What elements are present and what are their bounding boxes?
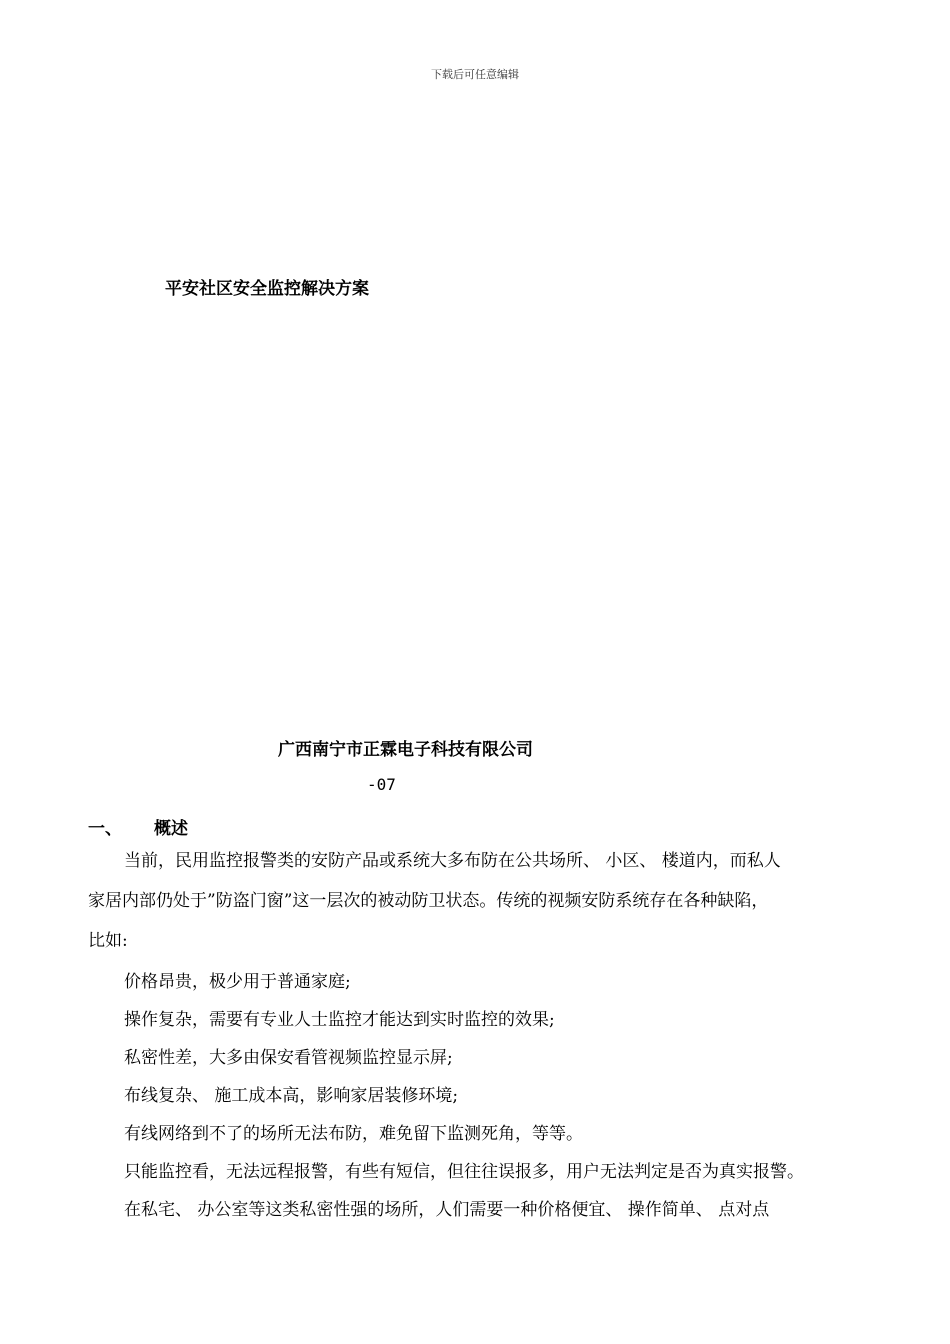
body-line: 当前，民用监控报警类的安防产品或系统大多布防在公共场所、 小区、 楼道内，而私人 xyxy=(124,851,781,871)
body-line: 家居内部仍处于”防盗门窗”这一层次的被动防卫状态。传统的视频安防系统存在各种缺陷， xyxy=(88,891,769,911)
document-date: -07 xyxy=(367,775,396,794)
list-item: 私密性差，大多由保安看管视频监控显示屏; xyxy=(124,1048,453,1068)
list-item: 操作复杂，需要有专业人士监控才能达到实时监控的效果; xyxy=(124,1010,555,1030)
section-title: 概述 xyxy=(154,819,188,839)
list-item: 在私宅、 办公室等这类私密性强的场所，人们需要一种价格便宜、 操作简单、 点对点 xyxy=(124,1200,770,1220)
header-note: 下载后可任意编辑 xyxy=(431,68,519,81)
section-number: 一、 xyxy=(88,819,122,839)
company-name: 广西南宁市正霖电子科技有限公司 xyxy=(278,740,533,760)
list-item: 只能监控看，无法远程报警，有些有短信，但往往误报多，用户无法判定是否为真实报警。 xyxy=(124,1162,804,1182)
list-item: 价格昂贵，极少用于普通家庭; xyxy=(124,972,351,992)
list-item: 有线网络到不了的场所无法布防，难免留下监测死角，等等。 xyxy=(124,1124,583,1144)
document-title: 平安社区安全监控解决方案 xyxy=(165,279,369,299)
body-line: 比如: xyxy=(88,931,128,951)
list-item: 布线复杂、 施工成本高，影响家居装修环境; xyxy=(124,1086,459,1106)
